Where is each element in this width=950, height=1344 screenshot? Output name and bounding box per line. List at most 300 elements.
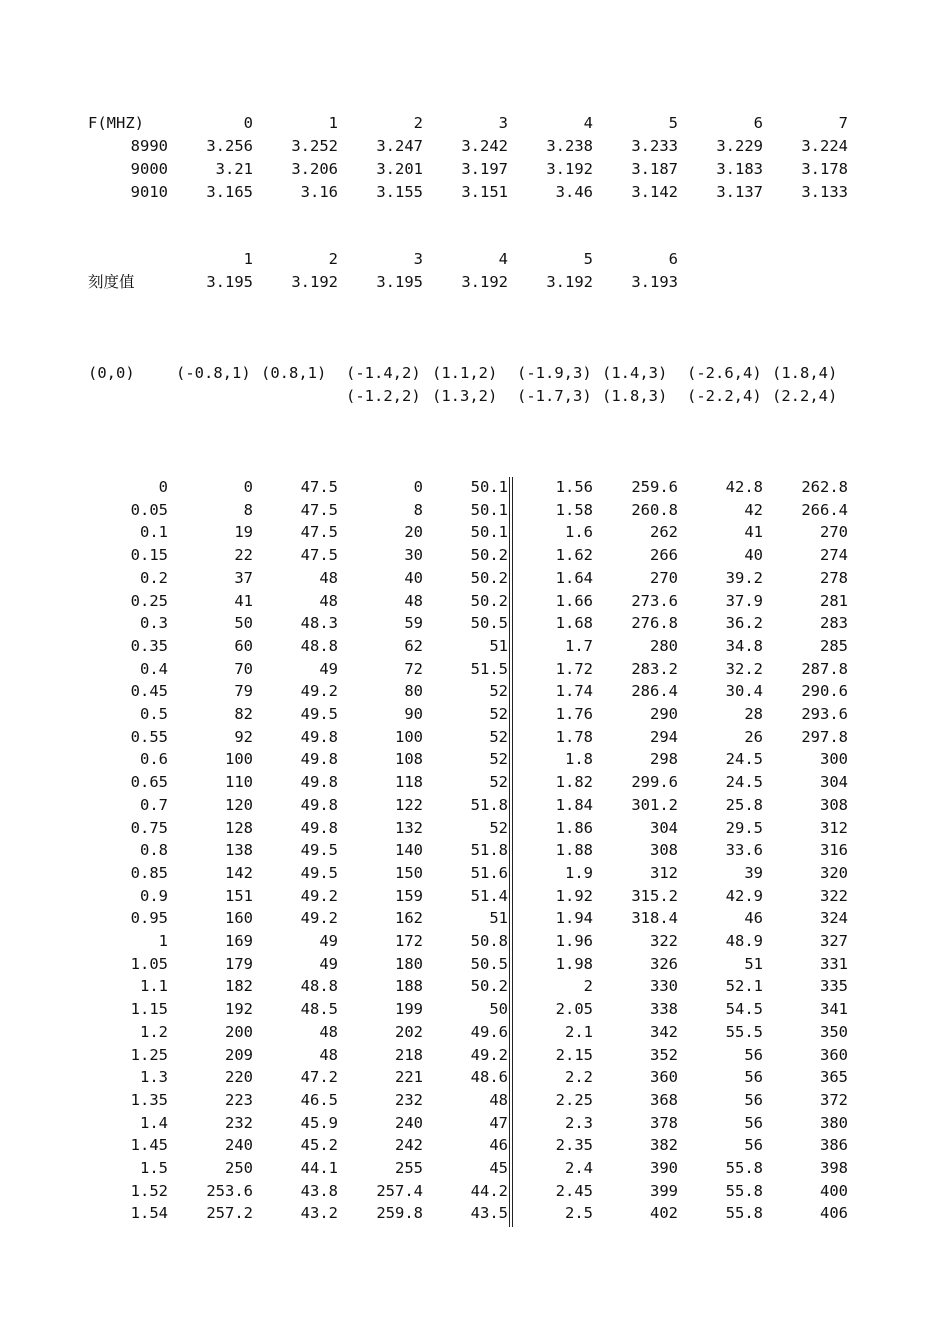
data-table-row	[0, 1134, 950, 1156]
data-cell: 1.5	[140, 1159, 168, 1177]
data-cell: 82	[234, 705, 253, 723]
data-cell: 360	[650, 1068, 678, 1087]
data-cell: 50.1	[470, 478, 508, 496]
data-cell: 48	[489, 1090, 508, 1109]
data-cell: 59	[404, 614, 423, 633]
data-cell: 308	[650, 841, 678, 860]
data-cell: 49.8	[300, 750, 338, 769]
data-cell: 0.45	[130, 682, 168, 701]
freq-cell: 3.224	[801, 137, 848, 155]
data-cell: 406	[820, 1204, 848, 1223]
freq-cell: 3.206	[291, 160, 338, 178]
data-cell: 48.8	[300, 977, 338, 996]
data-cell: 160	[225, 909, 253, 928]
data-cell: 47.2	[300, 1068, 338, 1087]
data-cell: 1.62	[555, 546, 593, 565]
coord-cell: (0.8,1)	[261, 364, 327, 382]
data-cell: 318.4	[631, 909, 678, 928]
coord-cell: (1.3,2)	[432, 387, 498, 405]
data-cell: 220	[225, 1068, 253, 1087]
data-cell: 259.8	[376, 1204, 423, 1223]
freq-table-header	[0, 112, 950, 134]
data-table-row	[0, 726, 950, 748]
data-cell: 49.2	[300, 682, 338, 701]
data-cell: 55.5	[725, 1022, 763, 1041]
data-cell: 287.8	[801, 659, 848, 678]
data-cell: 308	[820, 795, 848, 814]
scale-value-cell: 3.192	[291, 273, 338, 291]
data-cell: 1.68	[555, 614, 593, 633]
coord-cell: (-2.2,4)	[687, 387, 762, 405]
data-table-row	[0, 544, 950, 566]
data-cell: 50.2	[470, 568, 508, 587]
data-cell: 55.8	[725, 1204, 763, 1223]
data-cell: 276.8	[631, 614, 678, 633]
data-cell: 273.6	[631, 591, 678, 610]
data-cell: 0.55	[130, 727, 168, 746]
data-cell: 1.45	[130, 1136, 168, 1155]
data-cell: 19	[234, 523, 253, 542]
data-cell: 262	[650, 523, 678, 542]
data-cell: 257.2	[206, 1204, 253, 1223]
coord-cell: (1.1,2)	[432, 364, 498, 382]
data-cell: 316	[820, 841, 848, 860]
freq-table-row	[0, 135, 950, 157]
data-cell: 2.35	[555, 1136, 593, 1155]
data-cell: 39.2	[725, 568, 763, 587]
data-cell: 0	[158, 478, 168, 496]
data-cell: 260.8	[631, 500, 678, 519]
data-cell: 50.5	[470, 954, 508, 973]
data-cell: 51.6	[470, 863, 508, 882]
data-cell: 1.58	[555, 500, 593, 519]
data-cell: 0.8	[140, 841, 168, 860]
data-cell: 47.5	[300, 546, 338, 565]
coord-cell: (-0.8,1)	[176, 364, 251, 382]
data-cell: 20	[404, 523, 423, 542]
data-cell: 0.75	[130, 818, 168, 837]
data-cell: 128	[225, 818, 253, 837]
data-cell: 188	[395, 977, 423, 996]
data-cell: 37	[234, 568, 253, 587]
data-cell: 142	[225, 863, 253, 882]
data-cell: 2.25	[555, 1090, 593, 1109]
data-cell: 278	[820, 568, 848, 587]
data-cell: 50	[234, 614, 253, 633]
data-cell: 1.3	[140, 1068, 168, 1087]
coord-cell: (2.2,4)	[772, 387, 838, 405]
data-cell: 52	[489, 818, 508, 837]
freq-cell: 3.137	[716, 183, 763, 201]
freq-table-row	[0, 158, 950, 180]
data-cell: 46.5	[300, 1090, 338, 1109]
data-cell: 259.6	[631, 478, 678, 496]
data-cell: 280	[650, 636, 678, 655]
data-cell: 298	[650, 750, 678, 769]
data-cell: 40	[404, 568, 423, 587]
data-cell: 0.95	[130, 909, 168, 928]
data-cell: 50.1	[470, 523, 508, 542]
data-cell: 180	[395, 954, 423, 973]
data-table-row	[0, 1066, 950, 1088]
data-table-row	[0, 930, 950, 952]
data-table-row	[0, 612, 950, 634]
data-cell: 297.8	[801, 727, 848, 746]
freq-cell: 3.201	[376, 160, 423, 178]
data-table-row	[0, 1021, 950, 1043]
data-cell: 43.8	[300, 1181, 338, 1200]
data-cell: 100	[225, 750, 253, 769]
scale-value-cell: 3.195	[206, 273, 253, 291]
data-cell: 1.35	[130, 1090, 168, 1109]
data-cell: 1.8	[565, 750, 593, 769]
data-cell: 209	[225, 1045, 253, 1064]
data-cell: 108	[395, 750, 423, 769]
data-cell: 380	[820, 1113, 848, 1132]
scale-header-cell: 6	[668, 250, 678, 268]
data-cell: 47.5	[300, 500, 338, 519]
data-cell: 1.82	[555, 773, 593, 792]
data-cell: 368	[650, 1090, 678, 1109]
data-cell: 266	[650, 546, 678, 565]
data-cell: 48	[319, 1045, 338, 1064]
data-cell: 56	[744, 1090, 763, 1109]
coords-row-2	[0, 385, 950, 407]
freq-cell: 3.233	[631, 137, 678, 155]
freq-cell: 9010	[130, 183, 168, 201]
data-cell: 350	[820, 1022, 848, 1041]
data-cell: 100	[395, 727, 423, 746]
freq-cell: 3.238	[546, 137, 593, 155]
data-cell: 56	[744, 1068, 763, 1087]
data-cell: 47.5	[300, 478, 338, 496]
data-cell: 0.65	[130, 773, 168, 792]
freq-cell: 3.46	[555, 183, 593, 201]
data-cell: 1.9	[565, 863, 593, 882]
freq-header-cell: 3	[498, 114, 508, 132]
data-cell: 2.05	[555, 1000, 593, 1019]
data-cell: 2.5	[565, 1204, 593, 1223]
data-cell: 0.6	[140, 750, 168, 769]
data-cell: 0.85	[130, 863, 168, 882]
freq-cell: 3.21	[215, 160, 253, 178]
data-cell: 299.6	[631, 773, 678, 792]
data-cell: 140	[395, 841, 423, 860]
data-cell: 262.8	[801, 478, 848, 496]
data-cell: 47.5	[300, 523, 338, 542]
freq-cell: 3.187	[631, 160, 678, 178]
data-cell: 1.25	[130, 1045, 168, 1064]
data-cell: 192	[225, 1000, 253, 1019]
data-cell: 312	[820, 818, 848, 837]
data-cell: 0.1	[140, 523, 168, 542]
freq-cell: 3.16	[300, 183, 338, 201]
data-cell: 324	[820, 909, 848, 928]
data-cell: 1.64	[555, 568, 593, 587]
data-cell: 285	[820, 636, 848, 655]
data-cell: 49	[319, 932, 338, 950]
data-table-row	[0, 680, 950, 702]
data-cell: 50.1	[470, 500, 508, 519]
data-cell: 322	[820, 886, 848, 905]
freq-cell: 3.242	[461, 137, 508, 155]
freq-cell: 3.192	[546, 160, 593, 178]
data-cell: 0	[243, 478, 253, 496]
coord-cell: (-1.9,3)	[517, 364, 592, 382]
data-cell: 30.4	[725, 682, 763, 701]
freq-header-cell: 6	[753, 114, 763, 132]
scale-header-cell: 3	[413, 250, 423, 268]
data-cell: 1.76	[555, 705, 593, 723]
freq-cell: 3.155	[376, 183, 423, 201]
data-cell: 49	[319, 659, 338, 678]
data-cell: 301.2	[631, 795, 678, 814]
data-cell: 44.2	[470, 1181, 508, 1200]
data-cell: 41	[234, 591, 253, 610]
freq-cell: 3.256	[206, 137, 253, 155]
data-table-row	[0, 998, 950, 1020]
coord-cell: (-1.7,3)	[517, 387, 592, 405]
data-cell: 49.6	[470, 1022, 508, 1041]
data-cell: 29.5	[725, 818, 763, 837]
data-cell: 22	[234, 546, 253, 565]
data-cell: 283	[820, 614, 848, 633]
data-cell: 48.9	[725, 932, 763, 950]
data-cell: 52	[489, 773, 508, 792]
coord-cell: (1.8,3)	[602, 387, 668, 405]
data-cell: 274	[820, 546, 848, 565]
data-table-row	[0, 748, 950, 770]
data-cell: 390	[650, 1159, 678, 1177]
data-cell: 283.2	[631, 659, 678, 678]
data-cell: 122	[395, 795, 423, 814]
data-cell: 150	[395, 863, 423, 882]
freq-header-label: F(MHZ)	[88, 114, 144, 132]
data-cell: 48	[319, 568, 338, 587]
data-cell: 372	[820, 1090, 848, 1109]
data-cell: 48	[404, 591, 423, 610]
data-cell: 360	[820, 1045, 848, 1064]
data-cell: 52	[489, 682, 508, 701]
data-cell: 255	[395, 1159, 423, 1177]
data-cell: 47	[489, 1113, 508, 1132]
scale-table-row	[0, 271, 950, 293]
coord-cell: (0,0)	[88, 364, 135, 382]
data-cell: 199	[395, 1000, 423, 1019]
data-cell: 1.78	[555, 727, 593, 746]
data-cell: 232	[395, 1090, 423, 1109]
data-cell: 45	[489, 1159, 508, 1177]
data-cell: 0	[413, 478, 423, 496]
data-table-row	[0, 1112, 950, 1134]
data-cell: 0.7	[140, 795, 168, 814]
data-cell: 2.3	[565, 1113, 593, 1132]
data-cell: 32.2	[725, 659, 763, 678]
data-cell: 50	[489, 1000, 508, 1019]
data-cell: 50.2	[470, 546, 508, 565]
data-cell: 62	[404, 636, 423, 655]
data-cell: 30	[404, 546, 423, 565]
freq-header-cell: 0	[243, 114, 253, 132]
data-table-row	[0, 567, 950, 589]
data-cell: 45.9	[300, 1113, 338, 1132]
freq-cell: 3.133	[801, 183, 848, 201]
data-cell: 24.5	[725, 750, 763, 769]
data-cell: 72	[404, 659, 423, 678]
data-cell: 240	[395, 1113, 423, 1132]
data-cell: 1.56	[555, 478, 593, 496]
data-cell: 42.8	[725, 478, 763, 496]
data-table-row	[0, 1089, 950, 1111]
data-cell: 300	[820, 750, 848, 769]
data-cell: 365	[820, 1068, 848, 1087]
data-cell: 2.15	[555, 1045, 593, 1064]
data-cell: 51.5	[470, 659, 508, 678]
data-cell: 49.8	[300, 727, 338, 746]
data-cell: 48.6	[470, 1068, 508, 1087]
data-cell: 218	[395, 1045, 423, 1064]
data-cell: 80	[404, 682, 423, 701]
data-cell: 8	[243, 500, 253, 519]
freq-cell: 8990	[130, 137, 168, 155]
data-cell: 327	[820, 932, 848, 950]
coord-cell: (1.4,3)	[602, 364, 668, 382]
data-table-row	[0, 953, 950, 975]
data-cell: 46	[744, 909, 763, 928]
data-cell: 55.8	[725, 1159, 763, 1177]
data-table-row	[0, 635, 950, 657]
data-cell: 315.2	[631, 886, 678, 905]
data-cell: 60	[234, 636, 253, 655]
data-cell: 270	[820, 523, 848, 542]
data-cell: 172	[395, 932, 423, 950]
data-cell: 48	[319, 1022, 338, 1041]
data-cell: 338	[650, 1000, 678, 1019]
scale-header-cell: 1	[243, 250, 253, 268]
data-cell: 49.2	[300, 909, 338, 928]
data-cell: 132	[395, 818, 423, 837]
data-table-row	[0, 817, 950, 839]
data-cell: 2.45	[555, 1181, 593, 1200]
data-cell: 1.52	[130, 1181, 168, 1200]
data-cell: 240	[225, 1136, 253, 1155]
data-cell: 294	[650, 727, 678, 746]
data-cell: 90	[404, 705, 423, 723]
data-table-row	[0, 771, 950, 793]
data-table-row	[0, 499, 950, 521]
data-table-row	[0, 703, 950, 725]
data-cell: 1.7	[565, 636, 593, 655]
scale-header-cell: 4	[498, 250, 508, 268]
data-cell: 49.2	[470, 1045, 508, 1064]
data-cell: 169	[225, 932, 253, 950]
freq-table-row	[0, 181, 950, 203]
data-cell: 1.54	[130, 1204, 168, 1223]
data-cell: 42	[744, 500, 763, 519]
data-cell: 92	[234, 727, 253, 746]
data-cell: 52.1	[725, 977, 763, 996]
data-cell: 382	[650, 1136, 678, 1155]
data-cell: 51.4	[470, 886, 508, 905]
data-cell: 0.2	[140, 568, 168, 587]
data-table-row	[0, 862, 950, 884]
data-cell: 1.66	[555, 591, 593, 610]
data-cell: 44.1	[300, 1159, 338, 1177]
data-cell: 0.3	[140, 614, 168, 633]
data-cell: 1.74	[555, 682, 593, 701]
data-cell: 304	[650, 818, 678, 837]
data-cell: 257.4	[376, 1181, 423, 1200]
data-cell: 8	[413, 500, 423, 519]
data-cell: 1.05	[130, 954, 168, 973]
data-cell: 54.5	[725, 1000, 763, 1019]
data-cell: 51	[744, 954, 763, 973]
data-table-row	[0, 1202, 950, 1224]
scale-header-cell: 5	[583, 250, 593, 268]
data-cell: 331	[820, 954, 848, 973]
data-cell: 120	[225, 795, 253, 814]
freq-cell: 3.151	[461, 183, 508, 201]
data-cell: 342	[650, 1022, 678, 1041]
data-cell: 1.1	[140, 977, 168, 996]
data-cell: 266.4	[801, 500, 848, 519]
data-cell: 179	[225, 954, 253, 973]
freq-cell: 9000	[130, 160, 168, 178]
data-cell: 281	[820, 591, 848, 610]
data-cell: 293.6	[801, 705, 848, 723]
freq-cell: 3.197	[461, 160, 508, 178]
data-cell: 1.96	[555, 932, 593, 950]
freq-header-cell: 5	[668, 114, 678, 132]
data-cell: 0.35	[130, 636, 168, 655]
data-cell: 49.8	[300, 795, 338, 814]
data-cell: 151	[225, 886, 253, 905]
data-cell: 51	[489, 636, 508, 655]
data-cell: 1.92	[555, 886, 593, 905]
data-cell: 2.4	[565, 1159, 593, 1177]
data-cell: 56	[744, 1045, 763, 1064]
freq-cell: 3.183	[716, 160, 763, 178]
freq-cell: 3.229	[716, 137, 763, 155]
data-cell: 0.25	[130, 591, 168, 610]
data-cell: 55.8	[725, 1181, 763, 1200]
data-cell: 221	[395, 1068, 423, 1087]
data-table-row	[0, 590, 950, 612]
coords-row-1	[0, 362, 950, 384]
coord-cell: (1.8,4)	[772, 364, 838, 382]
data-table-row	[0, 885, 950, 907]
coord-cell: (-2.6,4)	[687, 364, 762, 382]
data-cell: 51	[489, 909, 508, 928]
data-cell: 1.72	[555, 659, 593, 678]
data-cell: 40	[744, 546, 763, 565]
data-cell: 182	[225, 977, 253, 996]
freq-cell: 3.165	[206, 183, 253, 201]
scale-label: 刻度值	[88, 273, 135, 291]
coord-cell: (-1.4,2)	[346, 364, 421, 382]
data-table-row	[0, 839, 950, 861]
freq-header-cell: 7	[838, 114, 848, 132]
data-cell: 70	[234, 659, 253, 678]
data-cell: 326	[650, 954, 678, 973]
data-table-row	[0, 1180, 950, 1202]
data-cell: 1.84	[555, 795, 593, 814]
data-cell: 402	[650, 1204, 678, 1223]
data-cell: 28	[744, 705, 763, 723]
freq-header-cell: 1	[328, 114, 338, 132]
data-cell: 0.9	[140, 886, 168, 905]
data-cell: 56	[744, 1113, 763, 1132]
